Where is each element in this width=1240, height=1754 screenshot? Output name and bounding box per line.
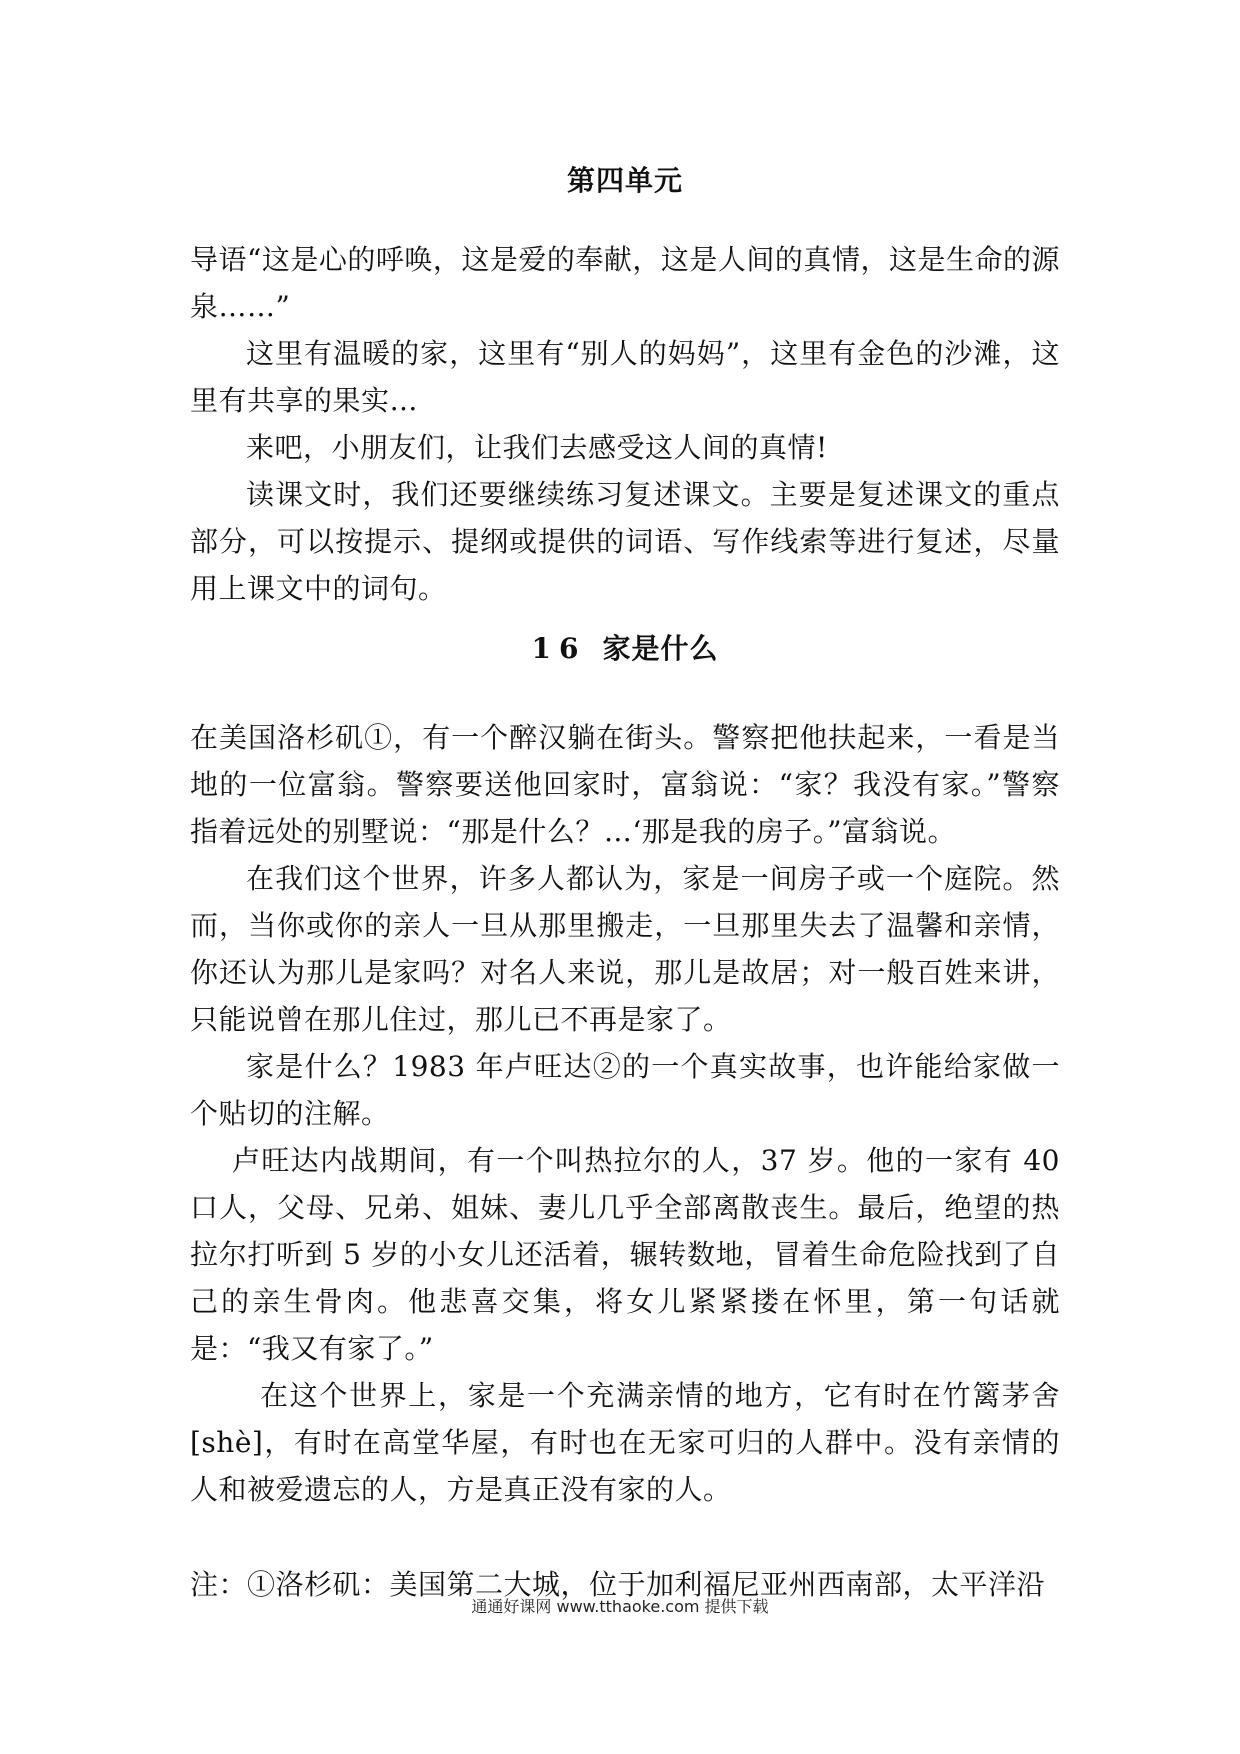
intro-paragraph-1: 导语“这是心的呼唤，这是爱的奉献，这是人间的真情，这是生命的源泉……”: [190, 243, 1060, 323]
body-paragraph-4: 卢旺达内战期间，有一个叫热拉尔的人，37 岁。他的一家有 40 口人，父母、兄弟、姐妹、妻儿几乎全部离散丧生。最后，绝望的热拉尔打听到 5 岁的小女儿还活着，辗转数地，冒着生命危险找到了自己的亲生骨肉。他悲喜交集，将女儿紧紧搂在怀里，第一句话就是：“我又有家了。”: [190, 1144, 1060, 1365]
body-paragraph-2: 在我们这个世界，许多人都认为，家是一间房子或一个庭院。然而，当你或你的亲人一旦从那里搬走，一旦那里失去了温馨和亲情，你还认为那儿是家吗？对名人来说，那儿是故居；对一般百姓来讲，只能说曾在那儿住过，那儿已不再是家了。: [190, 862, 1060, 1036]
footnote: 注：①洛杉矶：美国第二大城，位于加利福尼亚州西南部，太平洋沿: [190, 1568, 1046, 1601]
page-content: [190, 150, 1060, 1608]
body-paragraph-3: 家是什么？1983 年卢旺达②的一个真实故事，也许能给家做一个贴切的注解。: [190, 1050, 1060, 1130]
intro-paragraph-3: 来吧，小朋友们，让我们去感受这人间的真情!: [246, 431, 828, 464]
page-footer: 通通好课网 www.tthaoke.com 提供下载: [471, 1597, 769, 1616]
body-paragraph-1: 在美国洛杉矶①，有一个醉汉躺在街头。警察把他扶起来，一看是当地的一位富翁。警察要送他回家时，富翁说：“家？我没有家。”警察指着远处的别墅说：“那是什么？…‘那是我的房子。”富翁说。: [190, 721, 1060, 848]
body-paragraph-5: 在这个世界上，家是一个充满亲情的地方，它有时在竹篱茅舍[shè]，有时在高堂华屋，有时也在无家可归的人群中。没有亲情的人和被爱遗忘的人，方是真正没有家的人。: [190, 1379, 1060, 1506]
lesson-title: 家是什么: [602, 632, 719, 665]
lesson-number: 16: [531, 632, 587, 665]
intro-paragraph-4: 读课文时，我们还要继续练习复述课文。主要是复述课文的重点部分，可以按提示、提纲或提供的词语、写作线索等进行复述，尽量用上课文中的词句。: [190, 478, 1060, 605]
spacer: [190, 1513, 1060, 1561]
unit-title: 第四单元: [566, 164, 683, 197]
lesson-heading: [190, 618, 1060, 680]
intro-paragraph-2: 这里有温暖的家，这里有“别人的妈妈”，这里有金色的沙滩，这里有共享的果实…: [190, 337, 1060, 417]
